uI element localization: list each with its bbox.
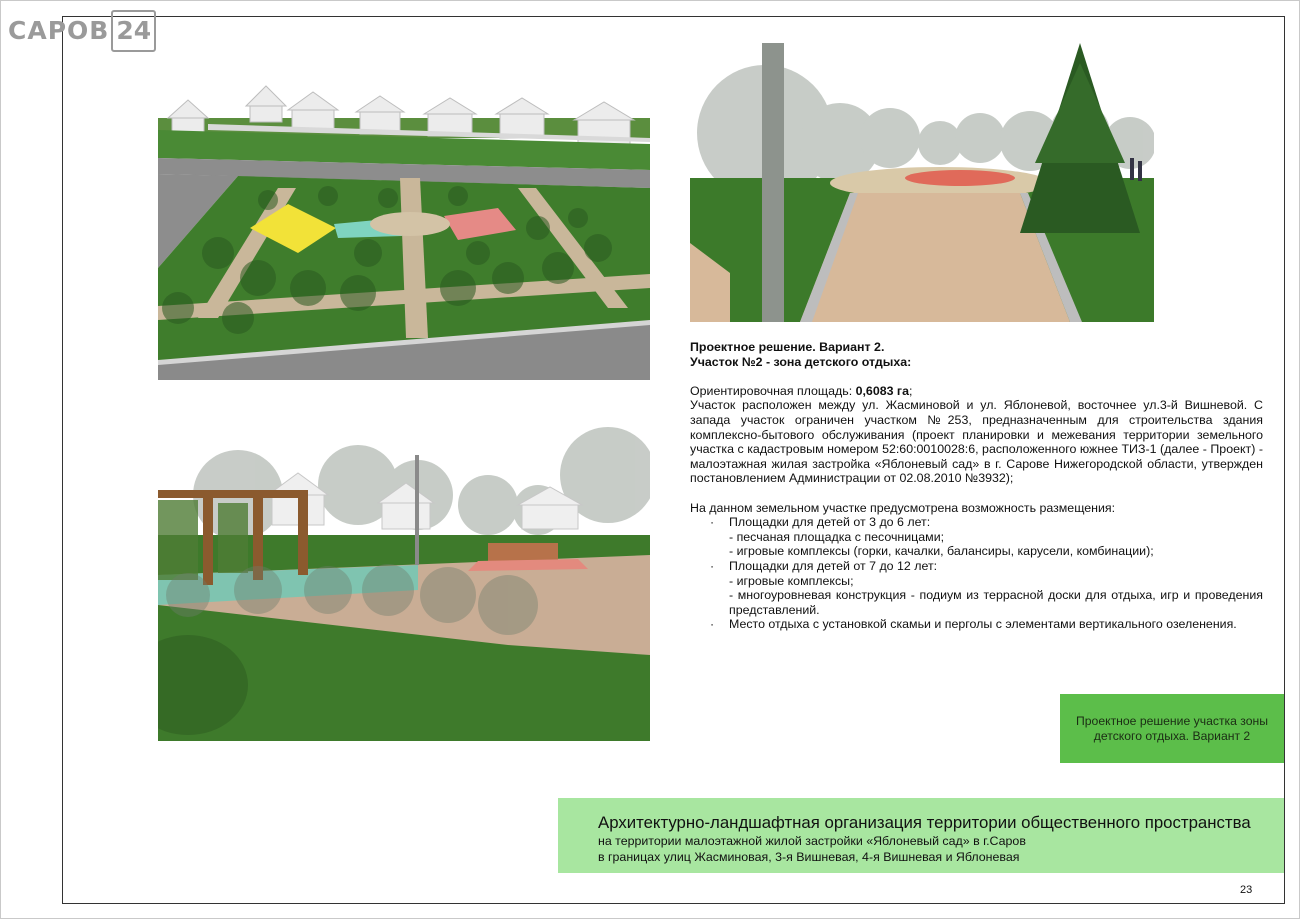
pergola-view-render: [158, 425, 650, 741]
provision-intro: На данном земельном участке предусмотрена возможность размещения:: [690, 500, 1116, 515]
list-item: [690, 515, 1263, 530]
list-item: [690, 559, 1263, 574]
area-line: [690, 384, 1263, 399]
area-suffix: ;: [909, 383, 913, 398]
description-heading-plot: Участок №2 - зона детского отдыха:: [690, 354, 912, 369]
bullet-icon: ·: [710, 617, 715, 632]
document-subtitle-location: на территории малоэтажной жилой застройки «Яблоневый сад» в г.Саров: [598, 834, 1026, 848]
aerial-view-render: [158, 78, 650, 380]
logo-text: САРОВ: [8, 16, 110, 45]
bullet-icon: ·: [710, 515, 715, 530]
location-text: Участок расположен между ул. Жасминовой и ул. Яблоневой, восточнее ул.3-й Вишневой. С запада участок ограничен участком №253, предназначенным для строительства здания комплексно-бытового обслуживания (проект планировки и межевания территории земельного участка с кадастровым номером 52:60:0010028:6, расположенного южнее ТИЗ-1 (далее - Проект) - малоэтажная жилая застройка «Яблоневый сад» в г. Сарове Нижегородской области, утвержден постановлением Администрации от 02.08.2010 №3932);: [690, 398, 1263, 486]
document-title: Архитектурно-ландшафтная организация территории общественного пространства: [598, 813, 1251, 832]
area-label: Ориентировочная площадь:: [690, 383, 856, 398]
list-subitem: - игровые комплексы (горки, качалки, балансиры, карусели, комбинации);: [729, 544, 1154, 559]
bullet-icon: ·: [710, 558, 715, 573]
provision-list: [690, 515, 1263, 632]
caption-text: Проектное решение участка зоны детского отдыха. Вариант 2: [1076, 713, 1269, 743]
area-value: 0,6083 га: [855, 383, 909, 398]
list-item-label: Место отдыха с установкой скамьи и перголы с элементами вертикального озеленения.: [729, 617, 1237, 632]
pathway-view-render: [690, 43, 1154, 322]
logo: [8, 10, 156, 52]
document-subtitle-streets: в границах улиц Жасминовая, 3-я Вишневая, 4-я Вишневая и Яблоневая: [598, 850, 1020, 864]
list-item: [690, 617, 1263, 632]
list-subitem: - песчаная площадка с песочницами;: [729, 529, 945, 544]
page-number: 23: [1240, 884, 1253, 896]
project-description: [690, 340, 1263, 632]
logo-badge: 24: [111, 10, 156, 52]
title-box: [558, 798, 1284, 873]
list-subitem: - многоуровневая конструкция - подиум из террасной доски для отдыха, игр и проведения представлений.: [729, 588, 1263, 617]
list-item-label: Площадки для детей от 3 до 6 лет:: [729, 515, 931, 530]
caption-box: [1060, 694, 1284, 763]
list-item-label: Площадки для детей от 7 до 12 лет:: [729, 558, 938, 573]
description-heading-variant: Проектное решение. Вариант 2.: [690, 340, 885, 354]
list-subitem: - игровые комплексы;: [729, 573, 854, 588]
